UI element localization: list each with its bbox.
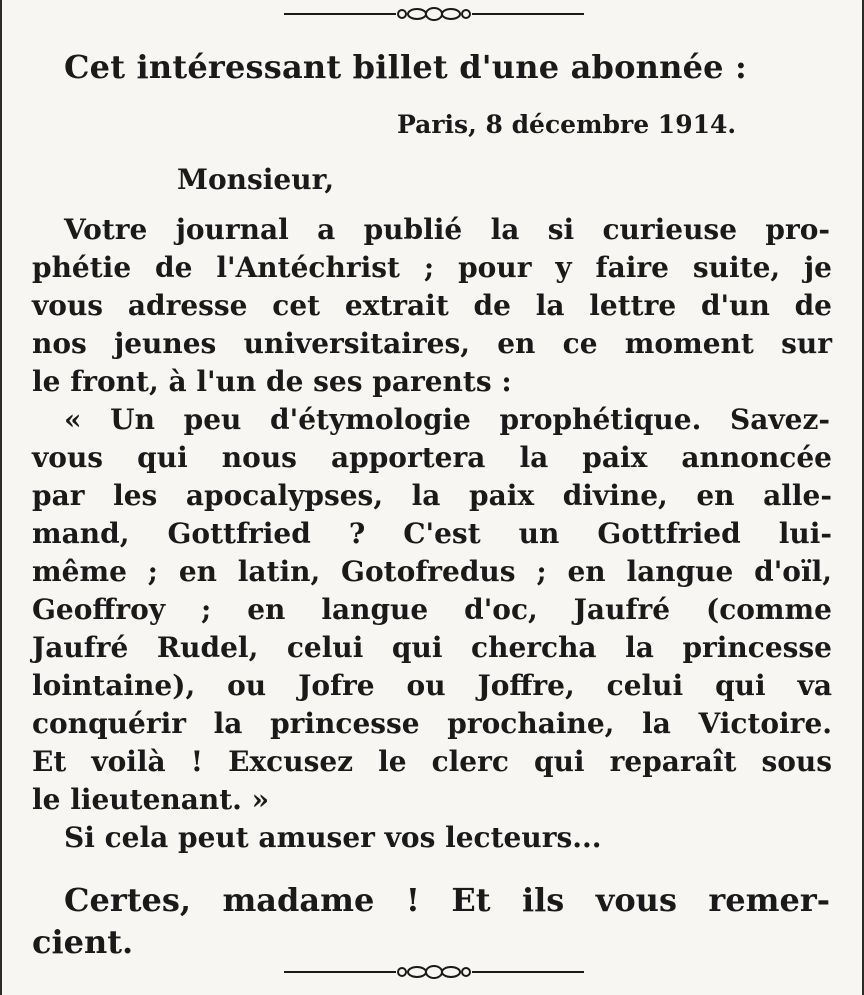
body-line: Et voilà ! Excusez le clerc qui reparaît sous [32,745,832,778]
body-line: même ; en latin, Gotofredus ; en langue d'oïl, [32,555,832,588]
body-line: le lieutenant. » [32,783,270,816]
body-line: lointaine), ou Jofre ou Joffre, celui qui va [32,669,832,702]
body-line: par les apocalypses, la paix divine, en alle- [32,479,832,512]
body-line: vous adresse cet extrait de la lettre d'un de [32,289,832,322]
body-line: Si cela peut amuser vos lecteurs... [64,821,602,854]
body-line: mand, Gottfried ? C'est un Gottfried lui- [32,517,832,550]
top-decorative-rule-icon [284,4,584,24]
body-line: nos jeunes universitaires, en ce moment sur [32,327,832,360]
body-line: conquérir la princesse prochaine, la Victoire. [32,707,832,740]
body-line: Jaufré Rudel, celui qui chercha la princesse [32,631,832,664]
article-title: Cet intéressant billet d'une abonnée : [64,48,748,86]
body-line: le front, à l'un de ses parents : [32,365,512,398]
letter-date: Paris, 8 décembre 1914. [397,110,737,139]
body-line: « Un peu d'étymologie prophétique. Savez- [64,403,830,436]
editor-reply-line: cient. [32,923,134,961]
body-line: Votre journal a publié la si curieuse pro- [64,213,830,246]
letter-salutation: Monsieur, [177,163,335,196]
body-line: vous qui nous apportera la paix annoncée [32,441,832,474]
bottom-decorative-rule-icon [284,962,584,982]
editor-reply-line: Certes, madame ! Et ils vous remer- [64,881,830,919]
body-line: phétie de l'Antéchrist ; pour y faire suite, je [32,251,832,284]
body-line: Geoffroy ; en langue d'oc, Jaufré (comme [32,593,832,626]
